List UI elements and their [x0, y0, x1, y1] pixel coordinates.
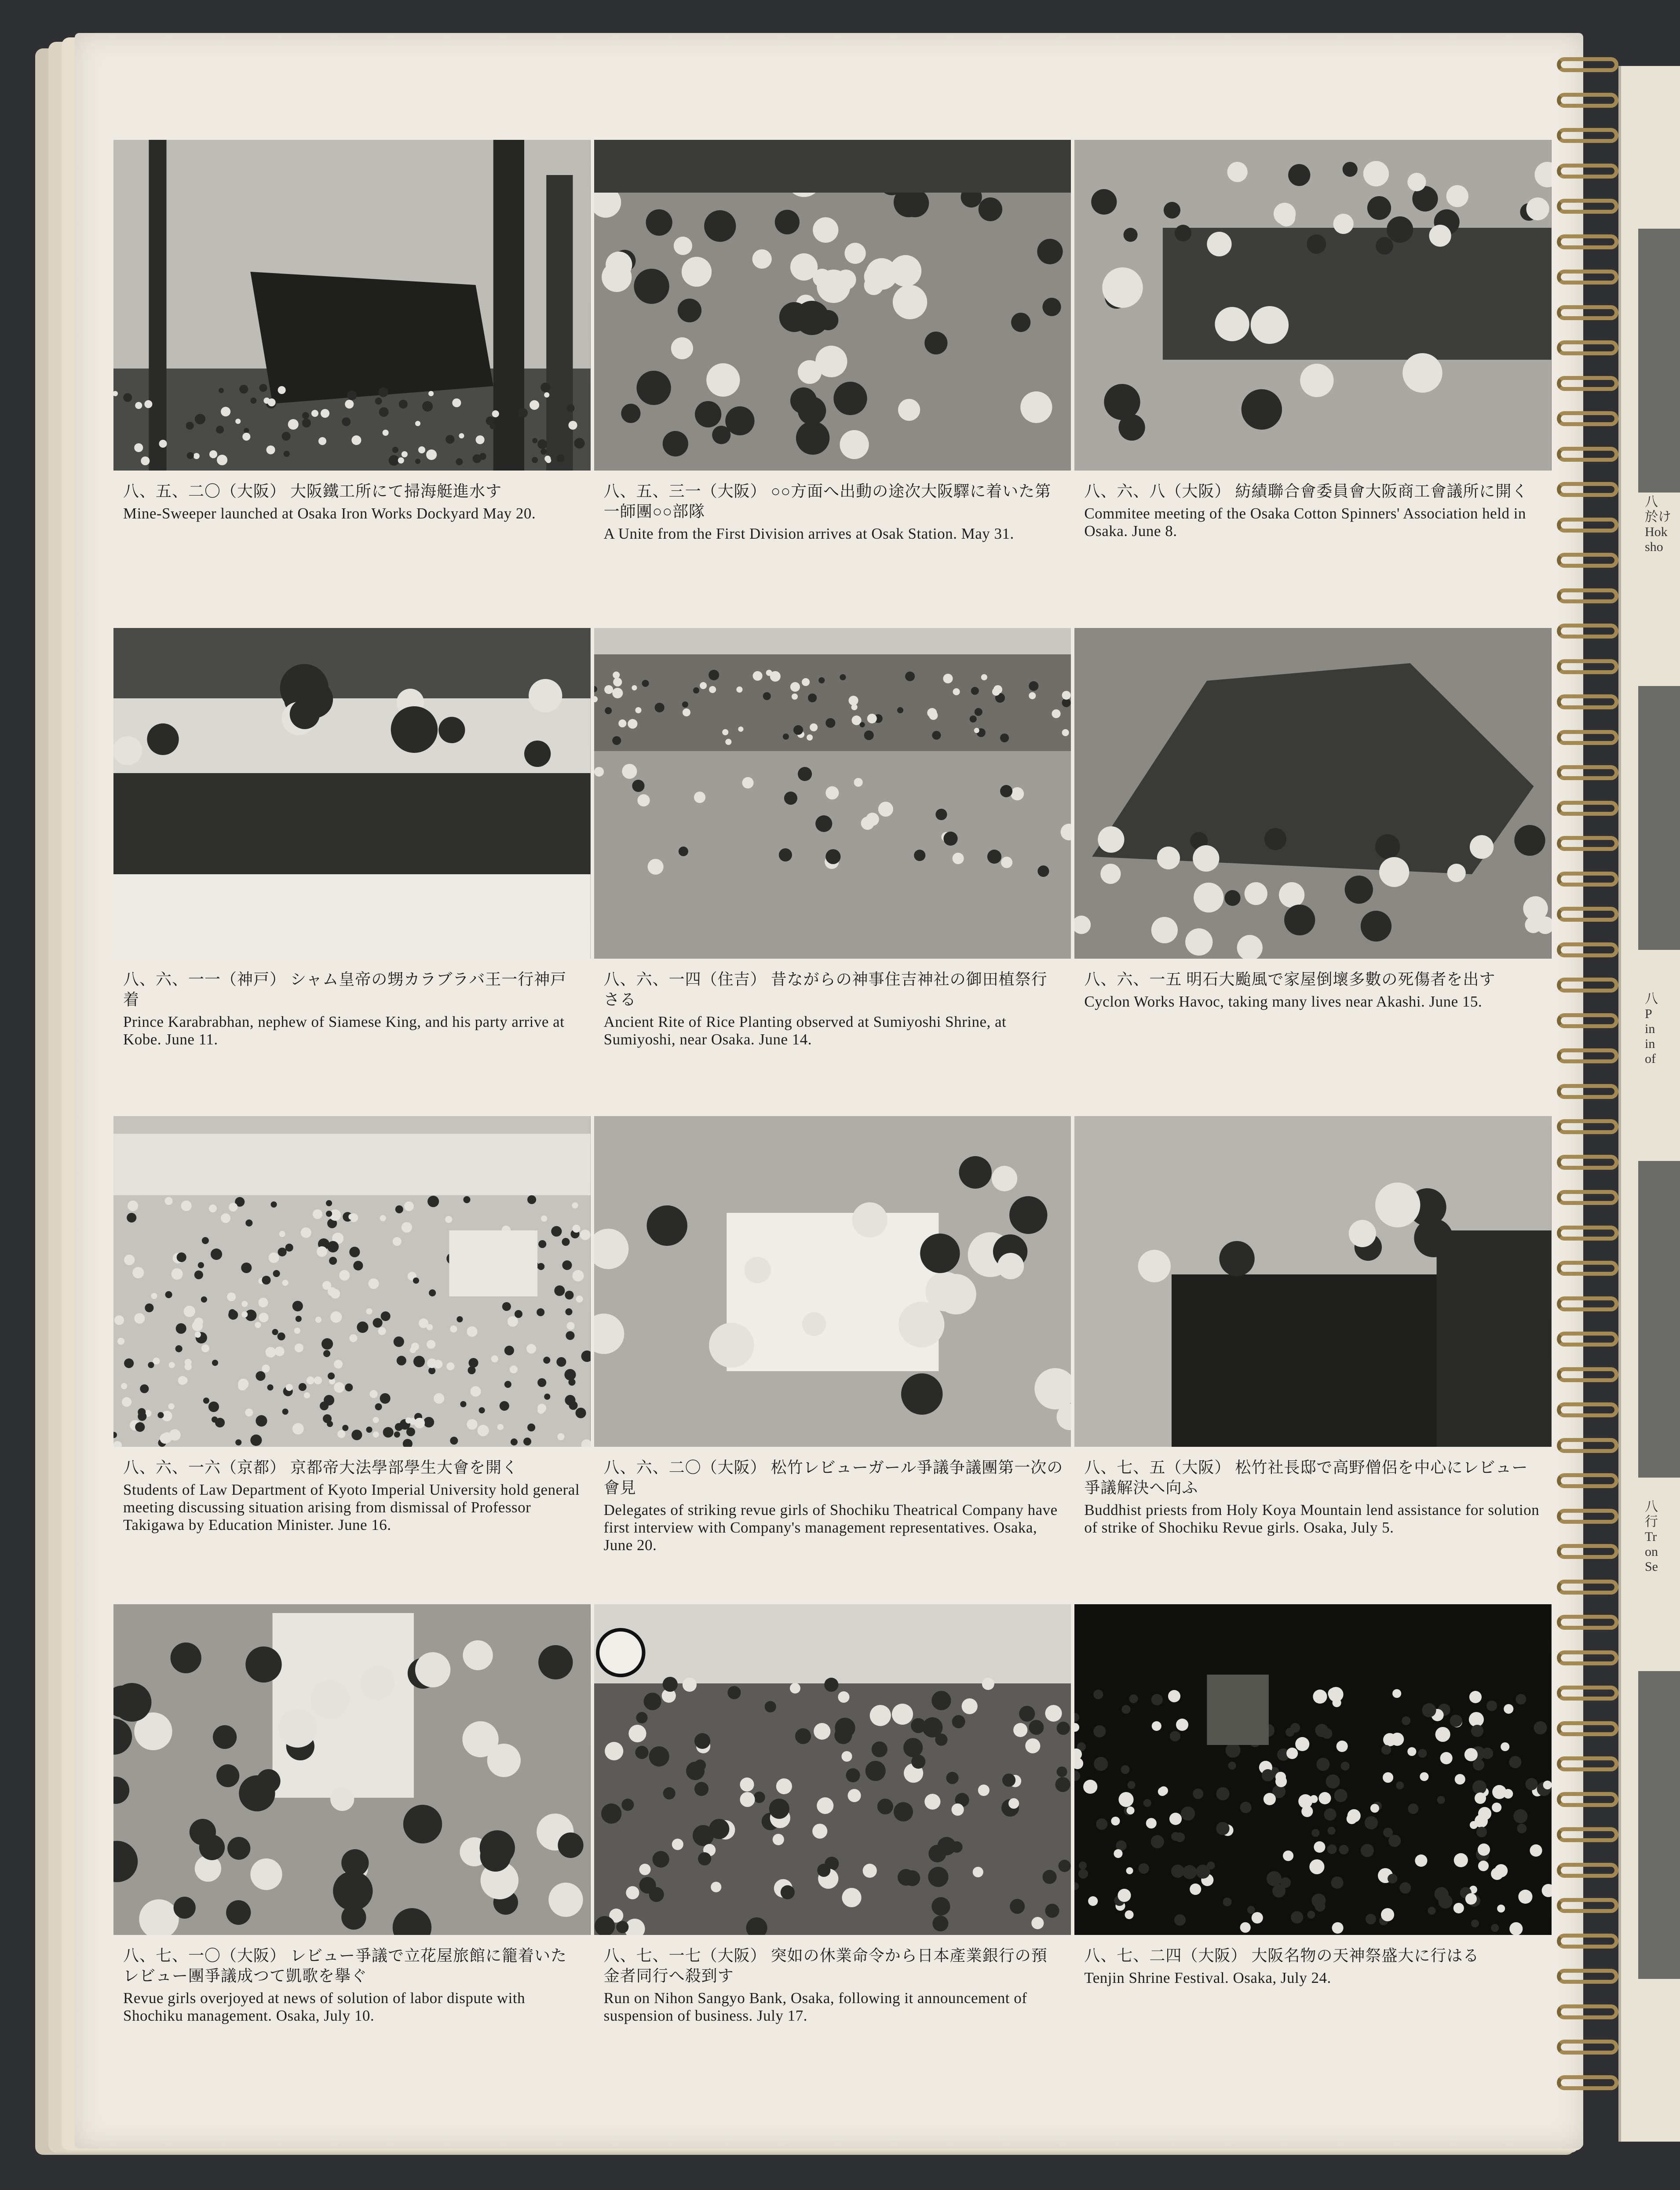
- binding-coil: [1557, 872, 1618, 887]
- photo-cell: [113, 1116, 591, 1604]
- binding-coil: [1557, 694, 1618, 709]
- caption-english: A Unite from the First Division arrives at Osak Station. May 31.: [603, 525, 1014, 542]
- caption-japanese: 八、五、三一（大阪） ○○方面へ出動の途次大阪驛に着いた第一師團○○部隊: [603, 482, 1052, 520]
- caption-japanese: 八、六、一六（京都） 京都帝大法學部學生大會を開く: [123, 1459, 519, 1476]
- binding-coil: [1557, 482, 1618, 497]
- caption: [113, 1447, 591, 1534]
- caption-english: Tenjin Shrine Festival. Osaka, July 24.: [1084, 1969, 1331, 1986]
- caption: [1074, 959, 1552, 1011]
- photo-revue-delegates: [594, 1116, 1071, 1447]
- caption-english: Buddhist priests from Holy Koya Mountain lend assistance for solution of strike of Shochiku Revue girls. Osaka, July 5.: [1084, 1501, 1540, 1536]
- caption: [113, 471, 591, 522]
- caption-japanese: 八、六、一一（神戸） シャム皇帝の甥カラブラバ王一行神戸着: [123, 971, 567, 1008]
- binding-coil: [1557, 376, 1618, 391]
- caption-japanese: 八、七、五（大阪） 松竹社長邸で高野僧侶を中心にレビュー爭議解決へ向ふ: [1084, 1459, 1528, 1496]
- caption: [594, 959, 1071, 1048]
- binding-coil: [1557, 1438, 1618, 1453]
- photo-image: [113, 1604, 591, 1935]
- binding-coil: [1557, 1119, 1618, 1134]
- caption: [1074, 471, 1552, 540]
- binding-coil: [1557, 1544, 1618, 1559]
- binding-coil: [1557, 1969, 1618, 1984]
- binding-coil: [1557, 942, 1618, 957]
- caption-english: Revue girls overjoyed at news of solution of labor dispute with Shochiku management. Osaka, July 10.: [123, 1989, 526, 2024]
- caption: [594, 471, 1071, 543]
- caption-japanese: 八、七、二四（大阪） 大阪名物の天神祭盛大に行はる: [1084, 1947, 1479, 1964]
- binding-coil: [1557, 1226, 1618, 1241]
- caption-japanese: 八、六、一五 明石大颱風で家屋倒壞多數の死傷者を出す: [1084, 971, 1496, 988]
- photo-cell: [1074, 628, 1552, 1116]
- binding-coil: [1557, 2075, 1618, 2090]
- binding-coil: [1557, 1934, 1618, 1949]
- photo-cell: [594, 1116, 1071, 1604]
- photo-cell: [594, 628, 1071, 1116]
- binding-coil: [1557, 2004, 1618, 2019]
- binding-coil: [1557, 1155, 1618, 1170]
- binding-coil: [1557, 978, 1618, 993]
- caption-japanese: 八、七、一七（大阪） 突如の休業命令から日本產業銀行の預金者同行へ殺到す: [603, 1947, 1048, 1985]
- binding-coil: [1557, 1650, 1618, 1665]
- caption-english: Prince Karabrabhan, nephew of Siamese King, and his party arrive at Kobe. June 11.: [123, 1013, 565, 1048]
- binding-coil: [1557, 1296, 1618, 1311]
- photo-cell: [113, 1604, 591, 2092]
- binding-coil: [1557, 1827, 1618, 1842]
- photo-koya-priests: [1074, 1116, 1552, 1447]
- photo-cell: [1074, 1116, 1552, 1604]
- binding-coil: [1557, 447, 1618, 462]
- binding-coil: [1557, 1402, 1618, 1417]
- binding-coil: [1557, 1367, 1618, 1382]
- binding-coil: [1557, 765, 1618, 780]
- photo-kyoto-students: [113, 1116, 591, 1447]
- binding-coil: [1557, 128, 1618, 143]
- binding-coil: [1557, 624, 1618, 639]
- photo-image: [594, 1116, 1071, 1447]
- caption-english: Mine-Sweeper launched at Osaka Iron Works Dockyard May 20.: [123, 505, 536, 522]
- binding-coil: [1557, 1190, 1618, 1205]
- binding-coil: [1557, 1721, 1618, 1736]
- caption-english: Students of Law Department of Kyoto Imperial University hold general meeting discussing situation arising from dismissal of Professor Takigawa by Education Minister. June 16.: [123, 1481, 580, 1533]
- next-page-caption-fragment: 八 行 Tr on Se: [1645, 1500, 1658, 1574]
- spiral-binding: [1557, 57, 1645, 2124]
- photo-image: [594, 140, 1071, 471]
- binding-coil: [1557, 305, 1618, 320]
- binding-coil: [1557, 2040, 1618, 2055]
- caption-japanese: 八、六、八（大阪） 紡績聯合會委員會大阪商工會議所に開く: [1084, 482, 1528, 500]
- photo-image: [113, 140, 591, 471]
- binding-coil: [1557, 1084, 1618, 1099]
- photo-grid: [113, 140, 1552, 2092]
- binding-coil: [1557, 1013, 1618, 1028]
- photo-cell: [1074, 140, 1552, 628]
- photo-cotton-spinners-meeting: [1074, 140, 1552, 471]
- caption-japanese: 八、六、一四（住吉） 昔ながらの神事住吉神社の御田植祭行さる: [603, 971, 1048, 1008]
- binding-coil: [1557, 801, 1618, 816]
- photo-bank-run: [594, 1604, 1071, 1935]
- photo-revue-girls-cheer: [113, 1604, 591, 1935]
- binding-coil: [1557, 588, 1618, 603]
- caption-japanese: 八、六、二〇（大阪） 松竹レビューガール爭議争議團第一次の會見: [603, 1459, 1063, 1496]
- binding-coil: [1557, 1332, 1618, 1347]
- photo-cell: [113, 140, 591, 628]
- binding-coil: [1557, 907, 1618, 922]
- binding-coil: [1557, 836, 1618, 851]
- photo-cell: [594, 1604, 1071, 2092]
- binding-coil: [1557, 553, 1618, 568]
- photo-image: [1074, 1604, 1552, 1935]
- binding-coil: [1557, 57, 1618, 72]
- binding-coil: [1557, 1756, 1618, 1771]
- photo-cell: [594, 140, 1071, 628]
- caption-english: Commitee meeting of the Osaka Cotton Spinners' Association held in Osaka. June 8.: [1084, 505, 1526, 540]
- caption: [113, 959, 591, 1048]
- caption-english: Run on Nihon Sangyo Bank, Osaka, following it announcement of suspension of business. July 17.: [603, 1989, 1027, 2024]
- binding-coil: [1557, 199, 1618, 214]
- binding-coil: [1557, 234, 1618, 249]
- binding-coil: [1557, 730, 1618, 745]
- binding-coil: [1557, 340, 1618, 355]
- caption-english: Delegates of striking revue girls of Shochiku Theatrical Company have first interview with Company's management representatives. Osaka, June 20.: [603, 1501, 1058, 1554]
- photo-tenjin-festival: [1074, 1604, 1552, 1935]
- photo-cell: [113, 628, 591, 1116]
- binding-coil: [1557, 518, 1618, 533]
- photo-rice-planting: [594, 628, 1071, 959]
- binding-coil: [1557, 93, 1618, 108]
- caption: [594, 1935, 1071, 2025]
- binding-coil: [1557, 164, 1618, 179]
- photo-cyclone-havoc: [1074, 628, 1552, 959]
- caption-japanese: 八、五、二〇（大阪） 大阪鐵工所にて掃海艇進水す: [123, 482, 502, 500]
- next-page-caption-fragment: 八 於け Hok sho: [1645, 495, 1671, 554]
- photo-image: [1074, 628, 1552, 959]
- binding-coil: [1557, 1898, 1618, 1913]
- photo-image: [113, 1116, 591, 1447]
- binding-coil: [1557, 411, 1618, 426]
- caption: [113, 1935, 591, 2025]
- binding-coil: [1557, 1473, 1618, 1488]
- binding-coil: [1557, 1686, 1618, 1701]
- photo-image: [1074, 140, 1552, 471]
- photo-image: [594, 628, 1071, 959]
- binding-coil: [1557, 270, 1618, 285]
- photo-image: [113, 628, 591, 959]
- photo-prince-karabrabhan: [113, 628, 591, 959]
- caption: [1074, 1447, 1552, 1537]
- binding-coil: [1557, 659, 1618, 674]
- binding-coil: [1557, 1580, 1618, 1595]
- caption-japanese: 八、七、一〇（大阪） レビュー爭議で立花屋旅館に籠着いたレビュー團爭議成つて凱歌を擧ぐ: [123, 1947, 567, 1985]
- caption: [594, 1447, 1071, 1554]
- binding-coil: [1557, 1615, 1618, 1630]
- photo-first-division: [594, 140, 1071, 471]
- caption-english: Cyclon Works Havoc, taking many lives near Akashi. June 15.: [1084, 993, 1483, 1010]
- caption: [1074, 1935, 1552, 1987]
- next-page-caption-fragment: 八 P in in of: [1645, 992, 1658, 1066]
- binding-coil: [1557, 1792, 1618, 1807]
- binding-coil: [1557, 1863, 1618, 1878]
- photo-cell: [1074, 1604, 1552, 2092]
- photo-image: [594, 1604, 1071, 1935]
- binding-coil: [1557, 1048, 1618, 1063]
- binding-coil: [1557, 1261, 1618, 1276]
- binding-coil: [1557, 1509, 1618, 1524]
- caption-english: Ancient Rite of Rice Planting observed at Sumiyoshi Shrine, at Sumiyoshi, near Osaka. June 14.: [603, 1013, 1007, 1048]
- photo-mine-sweeper: [113, 140, 591, 471]
- photo-image: [1074, 1116, 1552, 1447]
